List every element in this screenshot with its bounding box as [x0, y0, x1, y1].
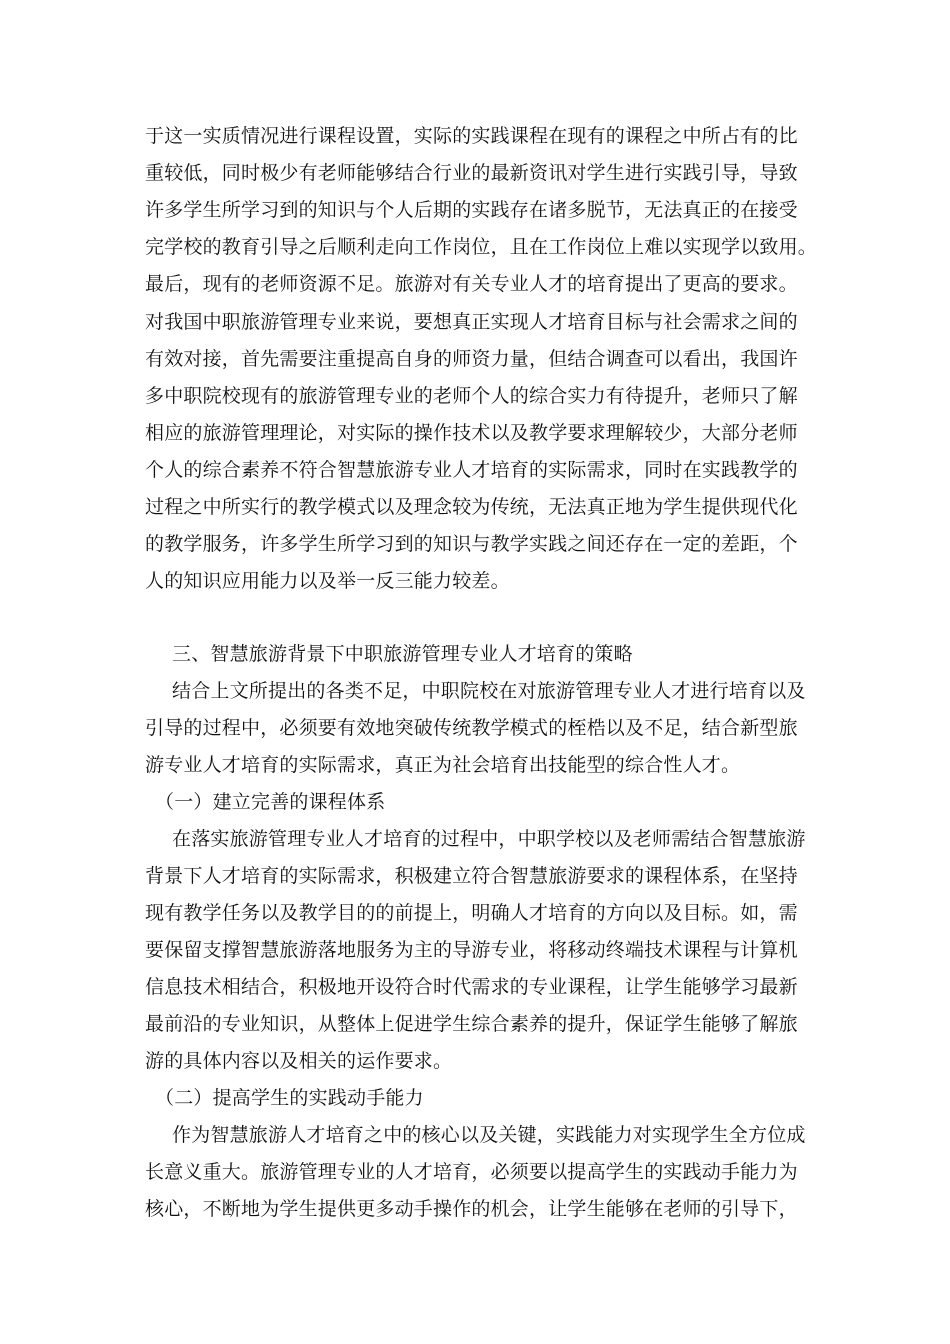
paragraph-line: 核心，不断地为学生提供更多动手操作的机会，让学生能够在老师的引导下，: [145, 1198, 798, 1220]
paragraph-line: 现有教学任务以及教学目的的前提上，明确人才培育的方向以及目标。如，需: [145, 902, 798, 924]
paragraph-line: 于这一实质情况进行课程设置，实际的实践课程在现有的课程之中所占有的比: [145, 125, 798, 147]
paragraph-line: 游的具体内容以及相关的运作要求。: [145, 1050, 453, 1072]
paragraph-line: 信息技术相结合，积极地开设符合时代需求的专业课程，让学生能够学习最新: [145, 976, 798, 998]
paragraph-line: 作为智慧旅游人才培育之中的核心以及关键，实践能力对实现学生全方位成: [172, 1124, 806, 1146]
paragraph-line: 游专业人才培育的实际需求，真正为社会培育出技能型的综合性人才。: [145, 754, 741, 776]
paragraph-line: 许多学生所学习到的知识与个人后期的实践存在诸多脱节，无法真正的在接受: [145, 199, 798, 221]
paragraph-line: 人的知识应用能力以及举一反三能力较差。: [145, 570, 510, 592]
paragraph-line: 长意义重大。旅游管理专业的人才培育，必须要以提高学生的实践动手能力为: [145, 1161, 798, 1183]
paragraph-line: 个人的综合素养不符合智慧旅游专业人才培育的实际需求，同时在实践教学的: [145, 459, 798, 481]
paragraph-line: 最前沿的专业知识，从整体上促进学生综合素养的提升，保证学生能够了解旅: [145, 1013, 798, 1035]
paragraph-line: 最后，现有的老师资源不足。旅游对有关专业人才的培育提出了更高的要求。: [145, 273, 798, 295]
paragraph-line: 相应的旅游管理理论，对实际的操作技术以及教学要求理解较少，大部分老师: [145, 422, 798, 444]
subsection-heading: （二）提高学生的实践动手能力: [155, 1087, 424, 1109]
paragraph-line: 有效对接，首先需要注重提高自身的师资力量，但结合调查可以看出，我国许: [145, 348, 798, 370]
paragraph-line: 引导的过程中，必须要有效地突破传统教学模式的桎梏以及不足，结合新型旅: [145, 717, 798, 739]
paragraph-line: 多中职院校现有的旅游管理专业的老师个人的综合实力有待提升，老师只了解: [145, 385, 798, 407]
paragraph-line: 完学校的教育引导之后顺利走向工作岗位，且在工作岗位上难以实现学以致用。: [145, 236, 818, 258]
paragraph-line: 结合上文所提出的各类不足，中职院校在对旅游管理专业人才进行培育以及: [172, 680, 806, 702]
section-heading: 三、智慧旅游背景下中职旅游管理专业人才培育的策略: [172, 643, 633, 665]
paragraph-line: 在落实旅游管理专业人才培育的过程中，中职学校以及老师需结合智慧旅游: [172, 828, 806, 850]
paragraph-line: 过程之中所实行的教学模式以及理念较为传统，无法真正地为学生提供现代化: [145, 496, 798, 518]
paragraph-line: 背景下人才培育的实际需求，积极建立符合智慧旅游要求的课程体系，在坚持: [145, 865, 798, 887]
subsection-heading: （一）建立完善的课程体系: [155, 791, 386, 813]
paragraph-line: 要保留支撑智慧旅游落地服务为主的导游专业，将移动终端技术课程与计算机: [145, 939, 798, 961]
paragraph-line: 对我国中职旅游管理专业来说，要想真正实现人才培育目标与社会需求之间的: [145, 311, 798, 333]
paragraph-line: 重较低，同时极少有老师能够结合行业的最新资讯对学生进行实践引导，导致: [145, 162, 798, 184]
paragraph-line: 的教学服务，许多学生所学习到的知识与教学实践之间还存在一定的差距，个: [145, 533, 798, 555]
